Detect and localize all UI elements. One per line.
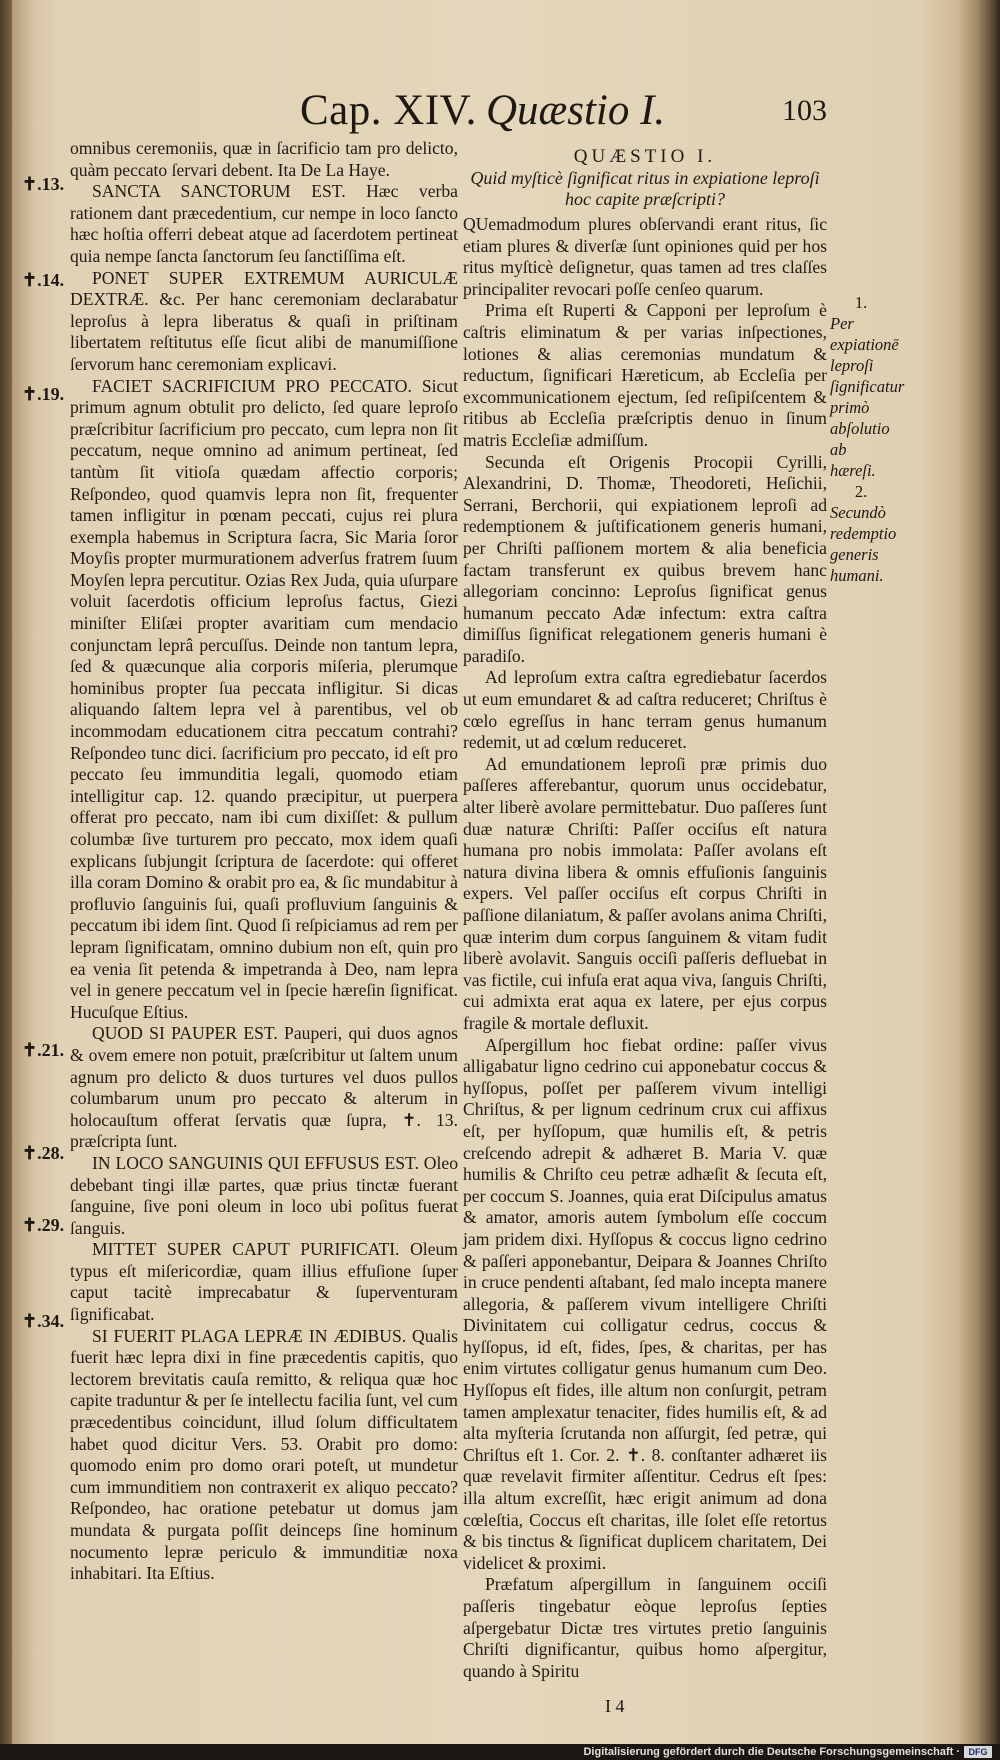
verse-marker-28: ✝.28. [22,1143,65,1163]
paragraph: Prima eſt Ruperti & Capponi per leproſum è caſtris eliminatum & per varias inſpectiones, lotiones & alias ceremonias mundatum & reductum, ſignificari Hæreticum, ab Eccleſia per excommunicationem ejectum, ſed reſipiſcentem & ritibus ab Eccleſia præſcriptis denuo in ſinum matris Eccleſiæ admiſſum. [463,300,827,450]
quaestio-title: QUÆSTIO I. [573,146,717,167]
quaestio-subtitle: Quid myſticè ſignificat ritus in expiatione leproſi hoc capite præſcripti? [470,168,820,209]
verse-marker-14: ✝.14. [22,270,65,290]
paragraph: SANCTA SANCTORUM EST. Hæc verba rationem dant præcedentium, cur nempe in loco ſancto hæc hoſtia offerri debeat atque ad ſacerdotem pertineat quia nempe ſancta ſanctorum ſeu ſanctiſſima eſt. [70,181,458,266]
paragraph: MITTET SUPER CAPUT PURIFICATI. Oleum typus eſt miſericordiæ, quam illius effuſione ſuper caput tacitè imprecabatur & ſuperventuram ſignificabat. [70,1239,458,1325]
signature-mark: I 4 [605,1696,625,1716]
dfg-logo-icon: DFG [964,1746,992,1758]
paragraph: Ad emundationem leproſi præ primis duo paſſeres afferebantur, quorum unus occidebatur, alter liberè avolare permittebatur. Duo paſſeres ſunt duæ naturæ Chriſti: Paſſer occiſus eſt natura humana pro nobis immolata: Paſſer avolans eſt natura divina libera & omnis effuſionis ſanguinis expers. Vel paſſer occiſus eſt corpus Chriſti in paſſione dilaniatum, & paſſer avolans anima Chriſti, quæ interim dum corpus ſanguinem & vitam fudit liberè avolavit. Sanguis occiſi paſſeris defluebat in vas fictile, cui infuſa erat aqua viva, ſanguis Chriſti, cui admixta erat aqua ex latere, per ejus corpus fragile & mortale defluxit. [463,753,827,1033]
paragraph: Secunda eſt Origenis Procopii Cyrilli, Alexandrini, D. Thomæ, Theodoreti, Heſichii, Serrani, Berchorii, qui expiationem leproſi ad redemptionem & juſtificationem generis humani, per Chriſti paſſionem mortem & alia beneficia factam transferunt ex quibus brevem hanc allegoriam concinno: Leproſus ſignificat genus humanum peccato Adæ infectum: extra caſtra dimiſſus ſignificat relegationem generis humani è paradiſo. [463,451,827,666]
left-column [70,138,458,1585]
margin-note: Secundò redemptio generis humani. [830,503,897,585]
book-spine [0,0,12,1760]
margin-note-number: 1. [854,293,868,312]
paragraph: omnibus ceremoniis, quæ in ſacrificio tam pro delicto, quàm peccato ſervari debent. Ita De La Haye. [70,138,458,180]
running-header [300,86,840,136]
verse-marker-34: ✝.34. [22,1311,65,1331]
quaestio-heading: Quæstio I. [486,87,666,134]
right-column [463,146,827,1682]
margin-note: Per expiationē leproſi ſignificatur primò abſolutio ab hæreſi. [830,314,905,480]
verse-marker-21: ✝.21. [22,1040,65,1060]
margin-notes [830,292,905,586]
paragraph: PONET SUPER EXTREMUM AURICULÆ DEXTRÆ. &c. Per hanc ceremoniam declarabatur leproſus à lepra liberatus & quaſi in priſtinam libertatem reſtitutus eſſe ſicut alibi de manumiſſione ſervorum hanc ceremoniam explicavi. [70,267,458,374]
paragraph: SI FUERIT PLAGA LEPRÆ IN ÆDIBUS. Qualis fuerit hæc lepra dixi in fine præcedentis capitis, quo lectorem brevitatis cauſa remitto, & reliqua quæ hoc capite traduntur & per ſe intellectu facilia ſunt, vel cum præcedentibus coincidunt, illud ſolum difficultatem habet quod dicitur Vers. 53. Orabit pro domo: quomodo enim pro domo orari poteſt, ut mundetur cum immunditiem non contraxerit ex aliquo peccato? Reſpondeo, hac oratione petebatur ut domus jam mundata & purgata poſſit deinceps ſine hominum nocumento lepræ periculo & immunditiæ noxa inhabitari. Ita Eſtius. [70,1325,458,1584]
paragraph: FACIET SACRIFICIUM PRO PECCATO. Sicut primum agnum obtulit pro delicto, ſed quare leproſo præſcribitur ſacrificium pro peccato, cum lepra non ſit peccatum, neque omnino ad animum pertineat, ſed tantùm ſit vitioſa quædam affectio corporis; Reſpondeo, quod quamvis lepra non ſit, frequenter tamen infligitur in pœnam peccati, cujus rei plura exempla habemus in Scriptura ſacra, Sic Maria ſoror Moyſis propter murmurationem adverſus fratrem ſuum Moyſen lepra percutitur. Ozias Rex Juda, quia uſurpare voluit ſacerdotis officium leproſus factus, Giezi miniſter Eliſæi propter avaritiam cum mendacio conjunctam leprâ percuſſus. Deinde non tantum lepra, ſed & quæcunque alia corporis miſeria, plerumque hominibus propter ſua peccata infligitur. Si dicas aliquando ſaltem lepra vel à parentibus, vel ob incommodam educationem citra peccatum contrahi? Reſpondeo tunc dici. ſacrificium pro peccato, id eſt pro peccato ſeu immunditia legali, quomodo etiam intelligitur cap. 12. quando præcipitur, ut puerpera offerat pro peccato, nam ibi cum dixiſſet: & pullum columbæ ſive turturem pro peccato, mox idem quaſi explicans ſubjungit ſcriptura de ſacerdote: qui offeret illa coram Domino & orabit pro ea, & ſic mundabitur à profluvio ſanguinis ſui, quaſi profluvium ſanguinis & peccatum ibi idem ſint. Quod ſi reſpiciamus ad rem per lepram ſignificatam, omnino dubium non eſt, quin pro ea venia ſit petenda & impetranda à Deo, nam lepra vel in genere peccatum vel in ſpecie hæreſin ſignificat. Hucuſque Eſtius. [70,375,458,1022]
digitization-footer [0,1744,1000,1760]
chapter-heading: Cap. XIV. [300,87,477,134]
verse-marker-19: ✝.19. [22,384,65,404]
paragraph: Præfatum aſpergillum in ſanguinem occiſi paſſeris tingebatur eòque leproſus ſepties aſpergebatur Dictæ tres virtutes pretio ſanguinis Chriſti dignificantur, quibus homo aſpergitur, quando à Spiritu [463,1574,827,1681]
paragraph: Aſpergillum hoc fiebat ordine: paſſer vivus alligabatur ligno cedrino cui apponebatur coccus & hyſſopus, poſſet per paſſerem vivum intelligi Chriſtus, & per lignum cedrinum crux cui affixus eſt, per hyſſopum, quæ humilis eſt, & petris creſcendo adrepit & adhæret B. Maria V. quæ humilis & Chriſto ceu petræ adhæſit & ſecuta eſt, per coccum S. Joannes, quia erat Diſcipulus amatus & amator, amoris autem ſymbolum eſſe coccum jam pridem dixi. Hyſſopus & coccus ligno cedrino & paſſeri apponebantur, Deipara & Joannes Chriſto in cruce pendenti aſtabant, ſed malo incepta manere allegoria, & paſſerem vivum intelligere Chriſti Divinitatem cui colligatur cedrus, coccus & hyſſopus, id eſt, fides, ſpes, & charitas, per has enim virtutes colligatur genus humanum cum Deo. Hyſſopus eſt fides, ille altum non conſurgit, petram tamen amplexatur tenaciter, fides humilis eſt, & ad alta myſteria ſcrutanda non aſſurgit, ſed petræ, qui Chriſtus eſt 1. Cor. 2. ✝. 8. conſtanter adhæret iis quæ revelavit firmiter aſſentitur. Cedrus eſt ſpes: illa altum excreſſit, hæc erigit animum ad dona cœleſtia, Coccus eſt charitas, ille ſolet eſſe retortus & bis tinctus & ſignificat duplicem charitatem, Dei videlicet & proximi. [463,1034,827,1573]
paragraph: QUOD SI PAUPER EST. Pauperi, qui duos agnos & ovem emere non potuit, præſcribitur ut ſaltem unum agnum pro delicto & duos turtures vel duos pullos columbarum unum pro peccato & alterum in holocauſtum offerat ſervatis quæ ſupra, ✝. 13. præſcripta ſunt. [70,1023,458,1152]
verse-marker-13: ✝.13. [22,174,65,194]
paragraph: QUemadmodum plures obſervandi erant ritus, ſic etiam plures & diverſæ ſunt opiniones quid per hos ritus myſticè deſignetur, quas tamen ad tres claſſes principaliter revocari poſſe cenſeo quarum. [463,214,827,299]
page-number: 103 [782,94,827,127]
margin-note-number: 2. [854,482,868,501]
verse-marker-29: ✝.29. [22,1215,65,1235]
funding-credit: Digitalisierung gefördert durch die Deutsche Forschungsgemeinschaft · [583,1746,960,1758]
paragraph: Ad leproſum extra caſtra egrediebatur ſacerdos ut eum emundaret & ad caſtra reduceret; Chriſtus è cœlo egreſſus in hanc terram genus humanum redemit, ut ad cœlum reduceret. [463,667,827,753]
paragraph: IN LOCO SANGUINIS QUI EFFUSUS EST. Oleo debebant tingi illæ partes, quæ prius tinctæ fuerant ſanguine, ſive poni oleum in loco ubi poſitus fuerat ſanguis. [70,1152,458,1238]
